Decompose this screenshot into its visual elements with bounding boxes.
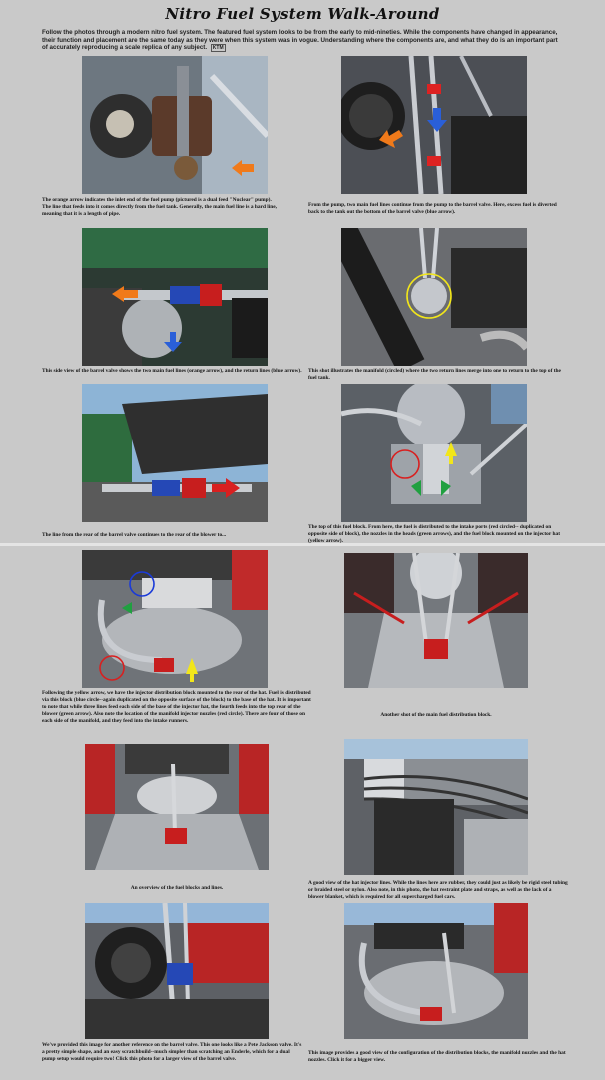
- caption-p9: An overview of the fuel blocks and lines.: [130, 885, 224, 891]
- caption-p4: This shot illustrates the manifold (circled) where the two return lines merge into one to return to the top of the fuel tank.: [308, 368, 561, 381]
- photo-pump-lines[interactable]: [341, 56, 527, 194]
- caption-p10: A good view of the hat injector lines. While the lines here are rubber, they could just as likely be rigid steel tubing or braided steel or nylon. Also note, in this photo, the hat restraint plate and straps, as well as the lack of a blower blanket, which is required for all supercharged fuel cars.: [308, 880, 568, 900]
- page-title: Nitro Fuel System Walk-Around: [165, 5, 440, 23]
- caption-p11: We've provided this image for another reference on the barrel valve. This one looks like a Pete Jackson valve. It's a pretty simple shape, and an easy scratchbuild--much simpler than scratching an Enderle, which for a dual pump setup would require two! Click this photo for a larger view of the barrel valve.: [42, 1042, 302, 1062]
- photo-distribution-block[interactable]: [344, 553, 528, 688]
- photo-overview[interactable]: [85, 744, 269, 870]
- caption-p1: The orange arrow indicates the inlet end of the fuel pump (pictured is a dual feed "Nuclear" pump). The line that feeds into it comes directly from the fuel tank. Generally, the main fuel line is a hard line, meaning that it is a length of pipe.: [42, 197, 278, 217]
- photo-fuel-pump[interactable]: [82, 56, 268, 194]
- photo-injector-block[interactable]: [82, 550, 268, 688]
- photo-distribution-config[interactable]: [344, 903, 528, 1039]
- intro-tag: KTM: [212, 45, 224, 52]
- photo-pete-jackson-valve[interactable]: [85, 903, 269, 1039]
- caption-p2: From the pump, two main fuel lines continue from the pump to the barrel valve. Here, excess fuel is diverted back to the tank out the bottom of the barrel valve (blue arrow).: [308, 202, 557, 215]
- intro-paragraph: [42, 29, 562, 53]
- photo-fuel-block-top[interactable]: [341, 384, 527, 522]
- photo-return-manifold[interactable]: [341, 228, 527, 366]
- caption-p3: This side view of the barrel valve shows the two main fuel lines (orange arrow), and the return lines (blue arrow).: [42, 368, 302, 374]
- photo-hat-injector-lines[interactable]: [344, 739, 528, 875]
- caption-p7: Following the yellow arrow, we have the injector distribution block mounted to the rear of the hat. Fuel is distributed via this block (blue circle--again duplicated on the opposite surface of the block) to the base of the hat. It is important to note that while three lines feed each side of the base of the injector hat, the fourth feeds into the top rear of the blower (green arrow). Also note the location of the manifold injector nozzles (red circle). There are four of those on each side of the manifold, and they feed into the intake runners.: [42, 690, 311, 724]
- caption-p6: The top of this fuel block. From here, the fuel is distributed to the intake ports (red circled-- duplicated on opposite side of block), the nozzles in the heads (green arrows), and the fuel block mounted on the injector hat (yellow arrow).: [308, 524, 561, 544]
- caption-p8: Another shot of the main fuel distribution block.: [380, 712, 492, 718]
- caption-p5: The line from the rear of the barrel valve continues to the rear of the blower to...: [42, 532, 227, 538]
- photo-barrel-valve-side[interactable]: [82, 228, 268, 366]
- caption-p12: This image provides a good view of the configuration of the distribution blocks, the manifold nozzles and the hat nozzles. Click it for a bigger view.: [308, 1050, 566, 1063]
- photo-barrel-valve-rear[interactable]: [82, 384, 268, 522]
- intro-text: Follow the photos through a modern nitro fuel system. The featured fuel system looks to be from the early to mid-nineties. While the components have changed in appearance, their function and placement are the same today as they were when this system was in vogue. Understanding where the components are, and what they do is an important part of accurately reproducing a scale replica of any subject.: [42, 29, 558, 52]
